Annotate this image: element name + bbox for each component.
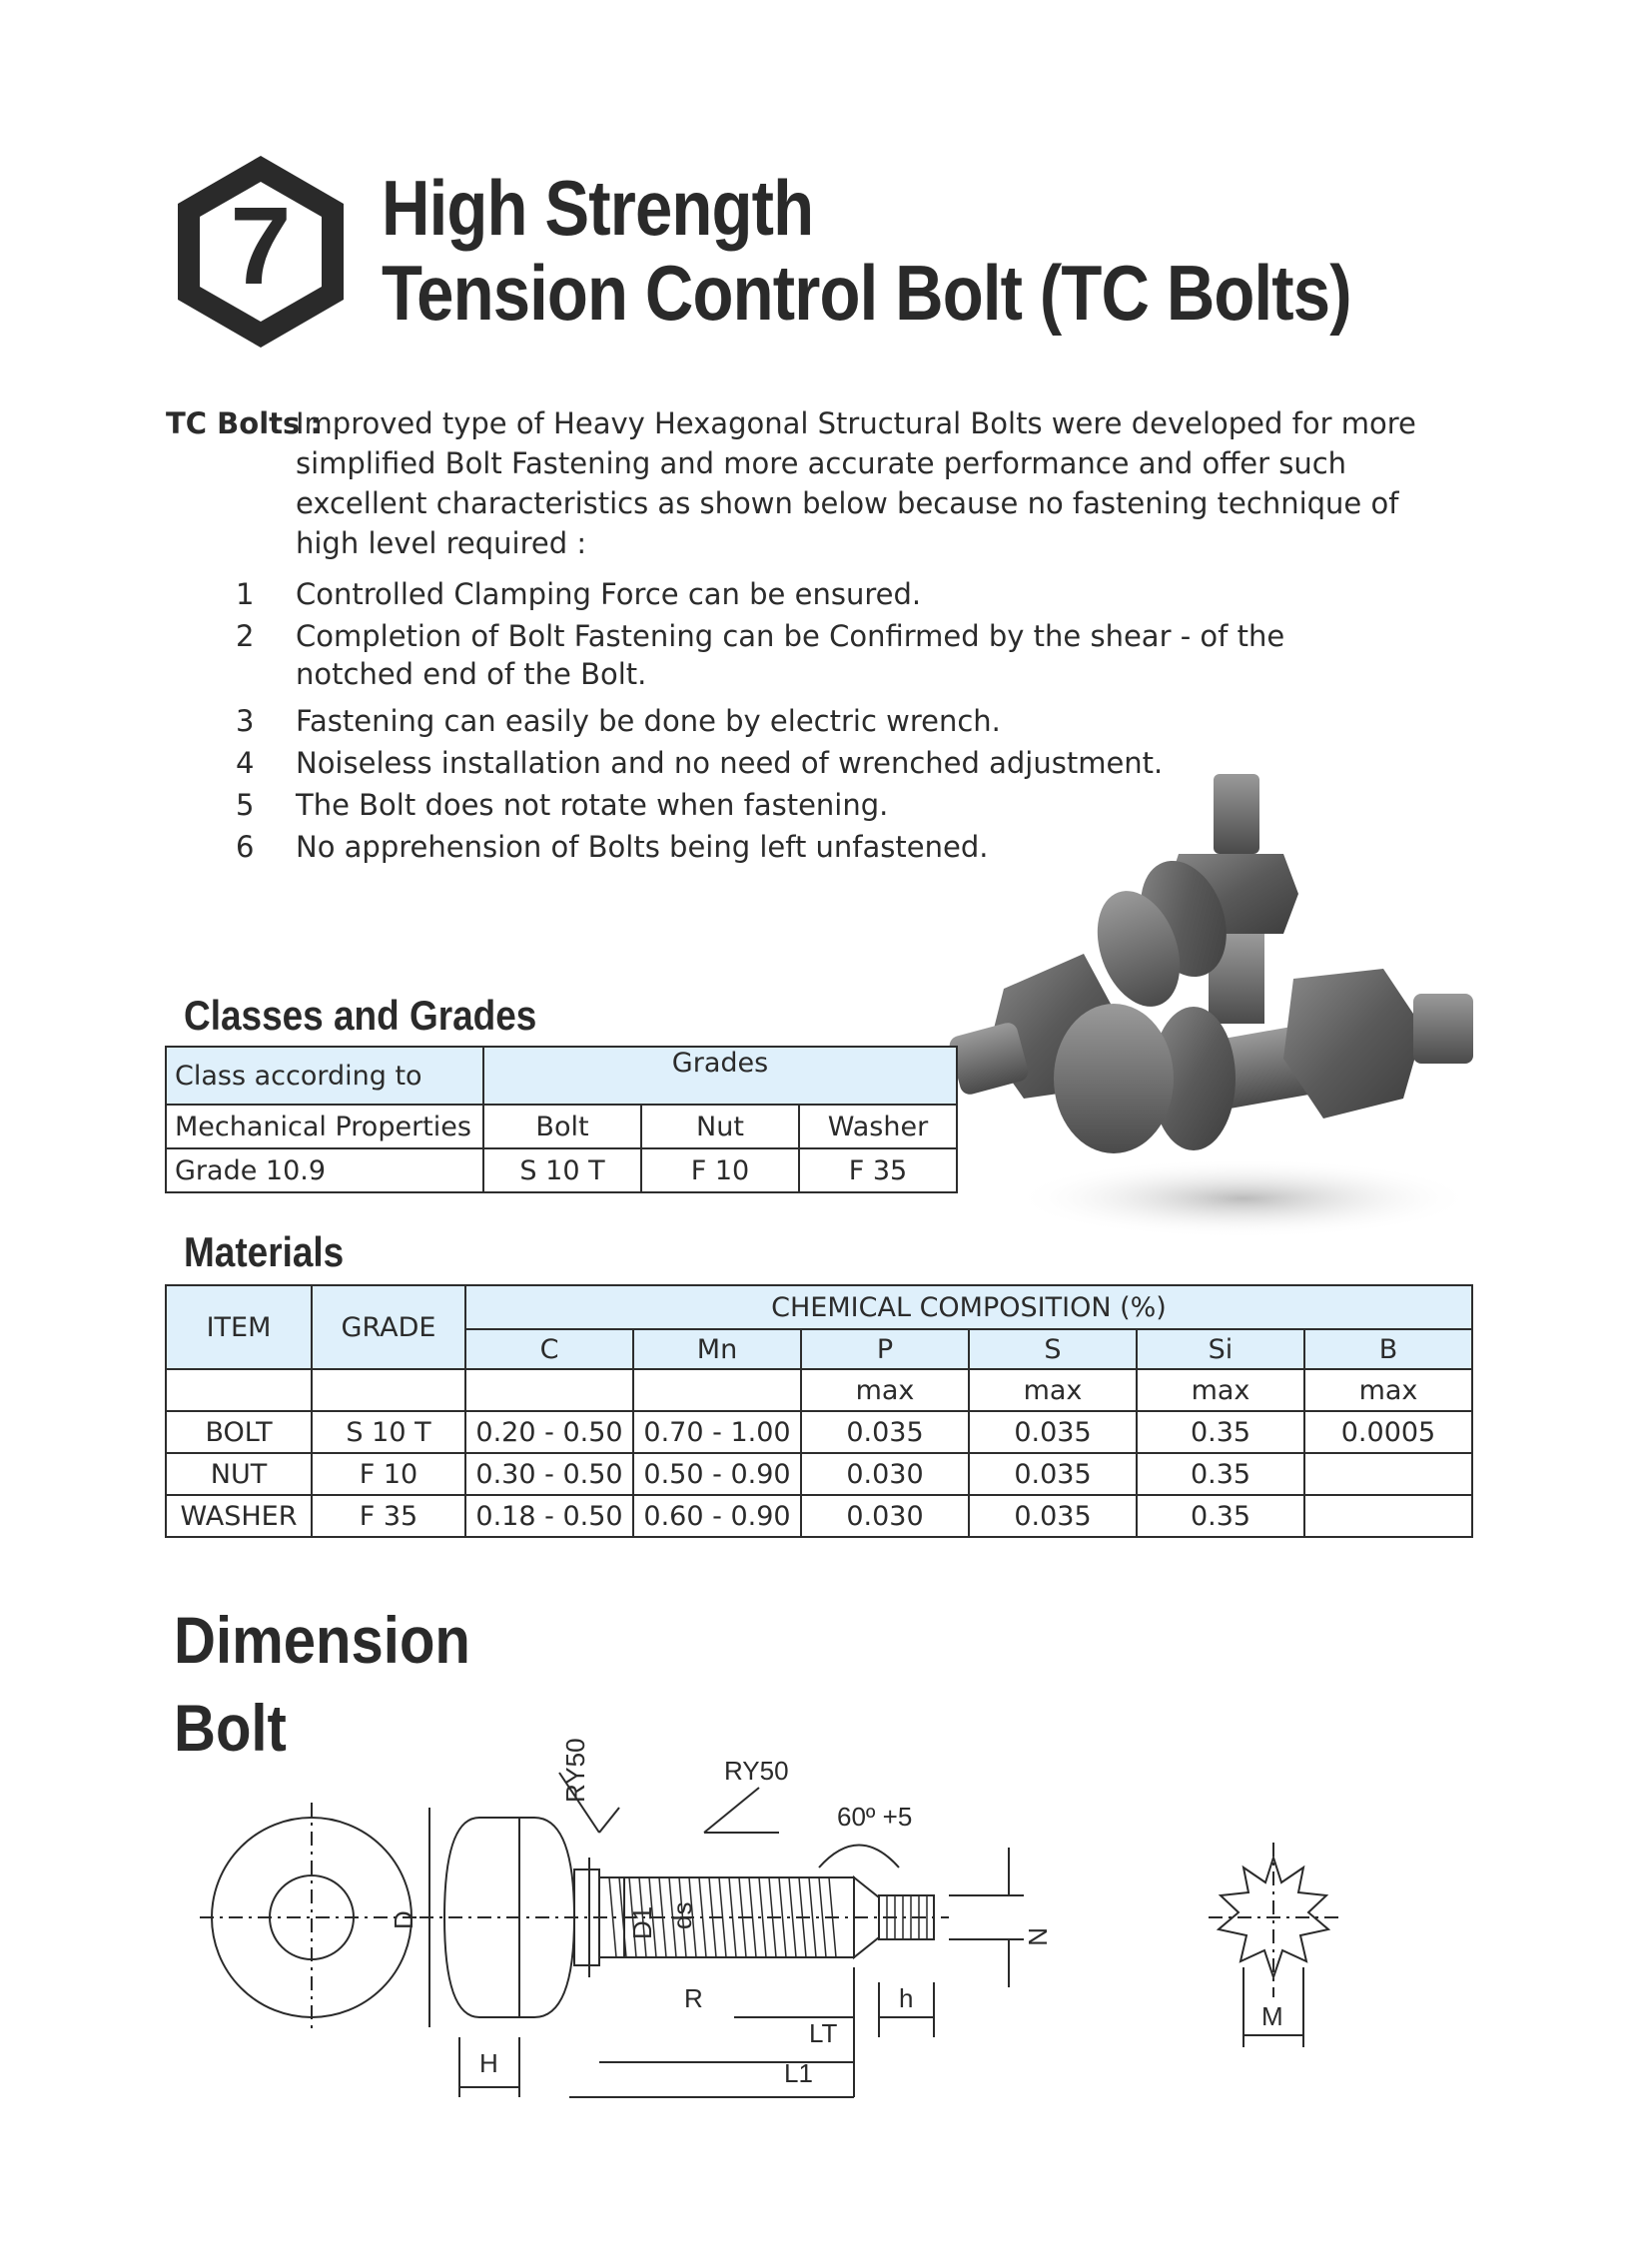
limit-empty [312,1369,465,1411]
cell-si: 0.35 [1137,1495,1304,1537]
page-title-line-1: High Strength [382,164,814,252]
cell-washer: F 35 [799,1148,957,1192]
label-M: M [1261,2001,1283,2031]
cell-b: 0.0005 [1304,1411,1472,1453]
grades-header: Grades [671,1048,769,1079]
cell-grade: F 10 [312,1453,465,1495]
bolt-subheading: Bolt [174,1691,287,1765]
list-item-text: No apprehension of Bolts being left unfastened. [296,830,989,864]
cell-s: 0.035 [969,1495,1137,1537]
badge-number: 7 [230,185,292,308]
element-si: Si [1137,1329,1304,1369]
label-L1: L1 [784,2058,813,2088]
col-header-washer: Washer [799,1105,957,1148]
cell-item: BOLT [166,1411,312,1453]
list-item-number: 5 [236,788,255,822]
cell-c: 0.30 - 0.50 [465,1453,633,1495]
list-item-number: 6 [236,830,255,864]
cell-mn: 0.50 - 0.90 [633,1453,801,1495]
table-row [166,1453,1472,1495]
label-D: D [389,1910,418,1929]
label-N: N [1023,1927,1053,1946]
element-p: P [801,1329,969,1369]
cell-mn: 0.70 - 1.00 [633,1411,801,1453]
cell-c: 0.18 - 0.50 [465,1495,633,1537]
list-item-text: Completion of Bolt Fastening can be Confirmed by the shear - of the notched end of the Bolt. [296,619,1285,691]
cell-c: 0.20 - 0.50 [465,1411,633,1453]
list-item-text: Controlled Clamping Force can be ensured. [296,577,922,611]
intro-text: Improved type of Heavy Hexagonal Structural Bolts were developed for more simplified Bolt Fastening and more accurate performance and offer such excellent characteristics as shown below because no fastening technique of high level required : [296,406,1416,560]
materials-heading: Materials [184,1228,345,1275]
limits-row [166,1369,1472,1411]
cell-mn: 0.60 - 0.90 [633,1495,801,1537]
hexagon-number-badge [172,152,350,352]
label-h: h [899,1983,914,2013]
label-ds: ds [667,1901,697,1929]
page-title-line-2: Tension Control Bolt (TC Bolts) [382,249,1351,337]
element-c: C [465,1329,633,1369]
label-angle: 60º +5 [837,1802,913,1832]
cell-bolt: S 10 T [483,1148,641,1192]
label-LT: LT [809,2018,838,2048]
limit-empty [166,1369,312,1411]
cell-s: 0.035 [969,1453,1137,1495]
cell-item: NUT [166,1453,312,1495]
class-label-cell-2 [166,1105,483,1148]
cell-nut: F 10 [641,1148,799,1192]
cell-b [1304,1453,1472,1495]
intro-term-text: TC Bolts : [166,406,322,440]
cell-class: Grade 10.9 [166,1148,483,1192]
cell-grade: F 35 [312,1495,465,1537]
limit-b: max [1304,1369,1472,1411]
cell-item: WASHER [166,1495,312,1537]
list-item-number: 2 [236,619,255,653]
label-R: R [684,1983,703,2013]
cell-b [1304,1495,1472,1537]
list-item-text: Noiseless installation and no need of wrenched adjustment. [296,746,1164,780]
bolt-dimension-drawing [180,1718,1498,2117]
element-mn: Mn [633,1329,801,1369]
table-row [166,1411,1472,1453]
limit-mn [633,1369,801,1411]
cell-p: 0.030 [801,1453,969,1495]
list-item-number: 4 [236,746,255,780]
grade-header: GRADE [312,1285,465,1369]
list-item-number: 3 [236,704,255,738]
class-label-cell [166,1047,483,1105]
cell-grade: S 10 T [312,1411,465,1453]
col-header-bolt: Bolt [483,1105,641,1148]
list-item-number: 1 [236,577,255,611]
cell-p: 0.030 [801,1495,969,1537]
cell-si: 0.35 [1137,1411,1304,1453]
grades-header-cell [483,1047,957,1105]
label-H: H [479,2048,498,2078]
class-label-line-2: Mechanical Properties [175,1111,471,1142]
limit-p: max [801,1369,969,1411]
table-row [166,1148,957,1192]
element-b: B [1304,1329,1472,1369]
limit-s: max [969,1369,1137,1411]
col-header-nut: Nut [641,1105,799,1148]
class-label-line-1: Class according to [175,1060,422,1092]
table-row [166,1495,1472,1537]
label-ry50-head: RY50 [560,1738,590,1803]
classes-grades-heading: Classes and Grades [184,992,537,1039]
label-D1: D1 [627,1905,657,1939]
cell-si: 0.35 [1137,1453,1304,1495]
label-ry50-shank: RY50 [724,1756,789,1786]
element-s: S [969,1329,1137,1369]
tc-bolts-photo [944,759,1503,1258]
cell-s: 0.035 [969,1411,1137,1453]
composition-header: CHEMICAL COMPOSITION (%) [465,1285,1472,1329]
cell-p: 0.035 [801,1411,969,1453]
limit-c [465,1369,633,1411]
classes-grades-table [165,1046,958,1193]
dimension-heading: Dimension [174,1603,470,1677]
list-item-text: The Bolt does not rotate when fastening. [296,788,889,822]
limit-si: max [1137,1369,1304,1411]
list-item-text: Fastening can easily be done by electric wrench. [296,704,1001,738]
item-header: ITEM [166,1285,312,1369]
materials-table [165,1284,1473,1538]
